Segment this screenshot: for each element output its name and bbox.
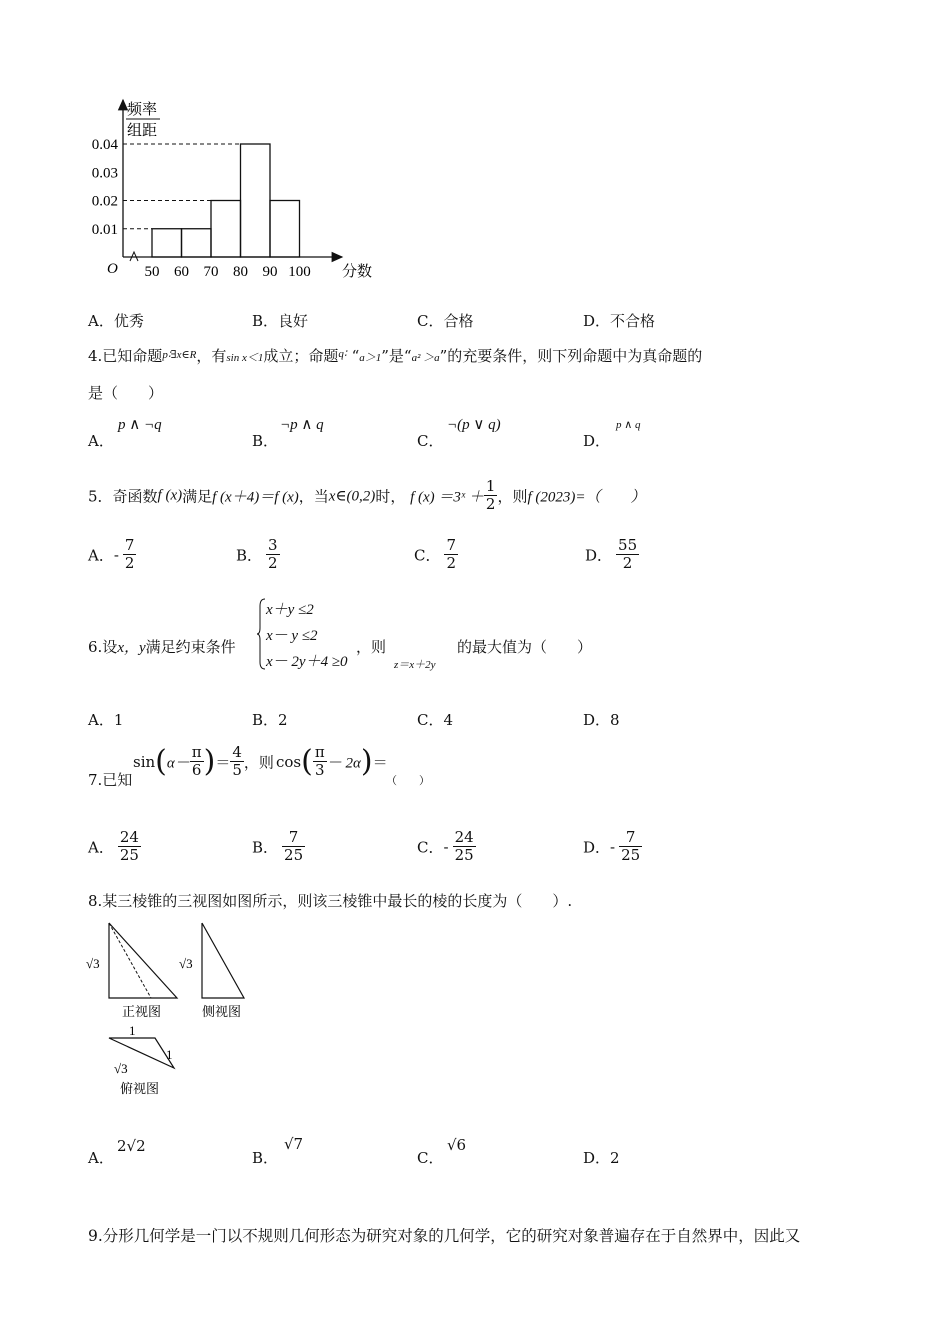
constraint-1: x＋y ≤2 [266, 602, 314, 618]
y-tick-label: 0.02 [91, 193, 118, 210]
histogram-bar [241, 144, 271, 257]
q6-tail: 的最大值为（ ） [457, 638, 593, 656]
q4-option-c: ¬(p ∨ q) [447, 417, 501, 433]
q3-option-a: A．优秀 [88, 312, 144, 330]
frequency-histogram [80, 92, 380, 292]
q4-option-b: ¬p ∧ q [280, 417, 324, 433]
q7-option-d: D．- $\frac{7}{25}$ [583, 828, 641, 865]
constraint-3: x－ 2y＋4 ≥0 [266, 654, 348, 670]
x-tick-label: 100 [288, 264, 311, 280]
q6-option-b: B．2 [252, 711, 288, 729]
q3-option-b: B．良好 [252, 312, 309, 330]
front-view-caption: 正视图 [122, 1004, 162, 1019]
q7-option-b: B． $\frac{7}{25}$ [252, 828, 304, 865]
q5-option-c: C． $\frac{7}{2}$ [414, 536, 457, 573]
x-tick-label: 90 [262, 264, 278, 280]
histogram-bar [182, 229, 212, 257]
q4-option-d: p ∧ q [616, 419, 641, 431]
q6-option-c: C．4 [417, 711, 454, 729]
y-tick-label: 0.04 [91, 137, 118, 153]
y-axis-label-bottom: 组距 [126, 123, 158, 139]
q8-option-c-label: C． [417, 1149, 444, 1167]
right-edge-label: 1 [166, 1047, 173, 1062]
histogram-bar [152, 229, 182, 257]
q3-option-c: C．合格 [417, 312, 474, 330]
q8-option-d: D．2 [583, 1149, 620, 1167]
top-edge-label: 1 [129, 1023, 136, 1038]
q7-prefix: 7.已知 [88, 771, 133, 789]
q7-option-a: A． $\frac{24}{25}$ [88, 828, 139, 865]
q7-option-c: C．- $\frac{24}{25}$ [417, 828, 474, 865]
y-tick-label: 0.01 [91, 221, 118, 238]
x-tick-label: 60 [174, 264, 189, 280]
q8-option-b-label: B． [252, 1149, 279, 1167]
x-tick-label: 50 [144, 264, 160, 280]
q4-option-a-label: A． [88, 432, 114, 450]
q4-option-b-label: B． [252, 432, 279, 450]
constraint-brace [256, 598, 266, 670]
q4-option-a: p ∧ ¬q [118, 417, 162, 433]
q7-bracket: （ ） [386, 774, 430, 787]
q8-option-b: √7 [284, 1135, 304, 1153]
x-axis-label: 分数 [342, 264, 373, 280]
front-height-label: √3 [86, 956, 100, 971]
q6-option-d: D．8 [583, 711, 620, 729]
x-tick-label: 80 [233, 264, 248, 280]
three-view-drawing [82, 916, 262, 1106]
q7-cos-expression: cos( $\frac{\pi}{3}$ － 2α)＝ [276, 743, 388, 780]
q5-option-a: A．- $\frac{7}{2}$ [88, 536, 135, 573]
q4-option-d-label: D． [583, 432, 611, 450]
q4-option-c-label: C． [417, 432, 444, 450]
q6-option-a: A．1 [88, 711, 124, 729]
x-tick-label: 70 [203, 264, 219, 280]
bottom-edge-label: √3 [114, 1061, 128, 1076]
origin-label: O [107, 261, 118, 277]
side-height-label: √3 [179, 956, 193, 971]
q5-stem: 5．奇函数f (x)满足f (x＋4)＝f (x)，当x∈(0,2)时， f (x) ＝3ˣ ＋ $\frac{1}{2}$ ，则f (2023)=（ ） [88, 477, 646, 514]
q6-stem-left: 6.设x，y满足约束条件 [88, 638, 236, 656]
histogram-bar [270, 201, 300, 258]
y-tick-label: 0.03 [91, 165, 118, 182]
histogram-bar [211, 201, 241, 258]
q6-then: ，则 [356, 638, 387, 656]
q7-sin-expression: sin(α－ $\frac{\pi}{6}$ )＝ $\frac{4}{5}$ ，则 [133, 743, 274, 780]
q4-stem: 4.已知命题$^{p∶\exists x\in R}$，有sin x＜1成立；命题$^{q∶}$ “a＞1”是“a² ＞a”的充要条件，则下列命题中为真命题的 [88, 347, 703, 365]
y-axis-label-top: 频率 [126, 102, 158, 118]
top-view-caption: 俯视图 [120, 1081, 160, 1096]
q3-option-d: D．不合格 [583, 312, 656, 330]
q5-option-d: D． $\frac{55}{2}$ [585, 536, 638, 573]
side-view-caption: 侧视图 [202, 1004, 242, 1019]
q8-option-c: √6 [447, 1136, 467, 1154]
constraint-2: x－ y ≤2 [266, 628, 318, 644]
q4-stem-line2: 是（ ） [88, 384, 164, 402]
q8-stem: 8.某三棱锥的三视图如图所示，则该三棱锥中最长的棱的长度为（ ）. [88, 892, 573, 910]
q9-stem: 9.分形几何学是一门以不规则几何形态为研究对象的几何学，它的研究对象普遍存在于自然界中，因此又 [88, 1227, 801, 1245]
q6-objective: z＝x＋2y [394, 659, 436, 671]
q5-option-b: B． $\frac{3}{2}$ [236, 536, 278, 573]
q8-option-a: 2√2 [117, 1137, 146, 1155]
q8-option-a-label: A． [88, 1149, 114, 1167]
